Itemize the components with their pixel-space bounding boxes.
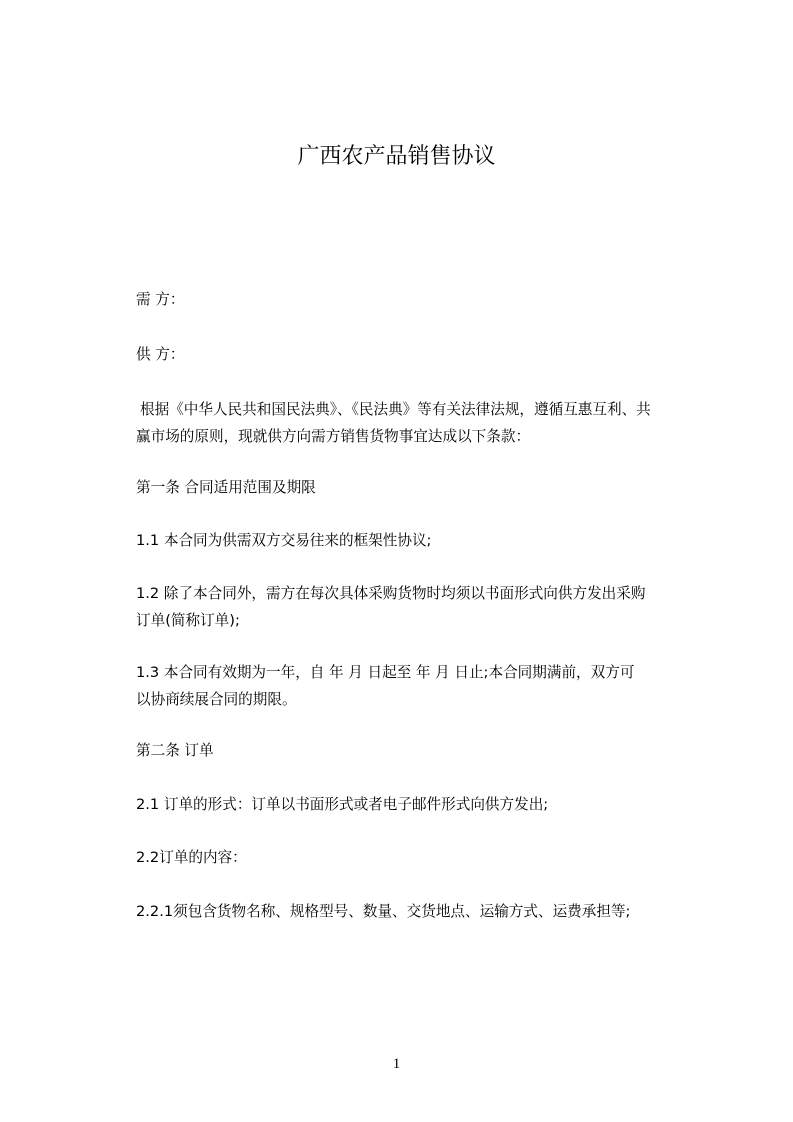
buyer-line: 需 方： — [136, 291, 185, 308]
clause-2-2: 2.2订单的内容： — [136, 849, 247, 866]
seller-line: 供 方： — [136, 346, 185, 363]
clause-2-2-1: 2.2.1须包含货物名称、规格型号、数量、交货地点、运输方式、运费承担等; — [136, 903, 631, 920]
clause-1-3-line-1: 1.3 本合同有效期为一年，自 年 月 日起至 年 月 日止;本合同期满前，双方可 — [136, 664, 635, 681]
clause-1-2-line-1: 1.2 除了本合同外，需方在每次具体采购货物时均须以书面形式向供方发出采购 — [136, 585, 646, 602]
clause-1-1: 1.1 本合同为供需双方交易往来的框架性协议; — [136, 532, 432, 549]
clause-2-1: 2.1 订单的形式：订单以书面形式或者电子邮件形式向供方发出; — [136, 796, 549, 813]
page-number: 1 — [392, 1056, 401, 1072]
preamble-line-2: 赢市场的原则，现就供方向需方销售货物事宜达成以下条款： — [136, 428, 531, 445]
article-2-heading: 第二条 订单 — [136, 742, 214, 759]
article-1-heading: 第一条 合同适用范围及期限 — [136, 479, 316, 496]
clause-1-2-line-2: 订单(简称订单); — [136, 612, 240, 629]
document-title: 广西农产品销售协议 — [297, 144, 496, 169]
clause-1-3-line-2: 以协商续展合同的期限。 — [136, 691, 297, 708]
preamble-line-1: 根据《中华人民共和国民法典》、《民法典》等有关法律法规，遵循互惠互利、共 — [140, 401, 651, 418]
